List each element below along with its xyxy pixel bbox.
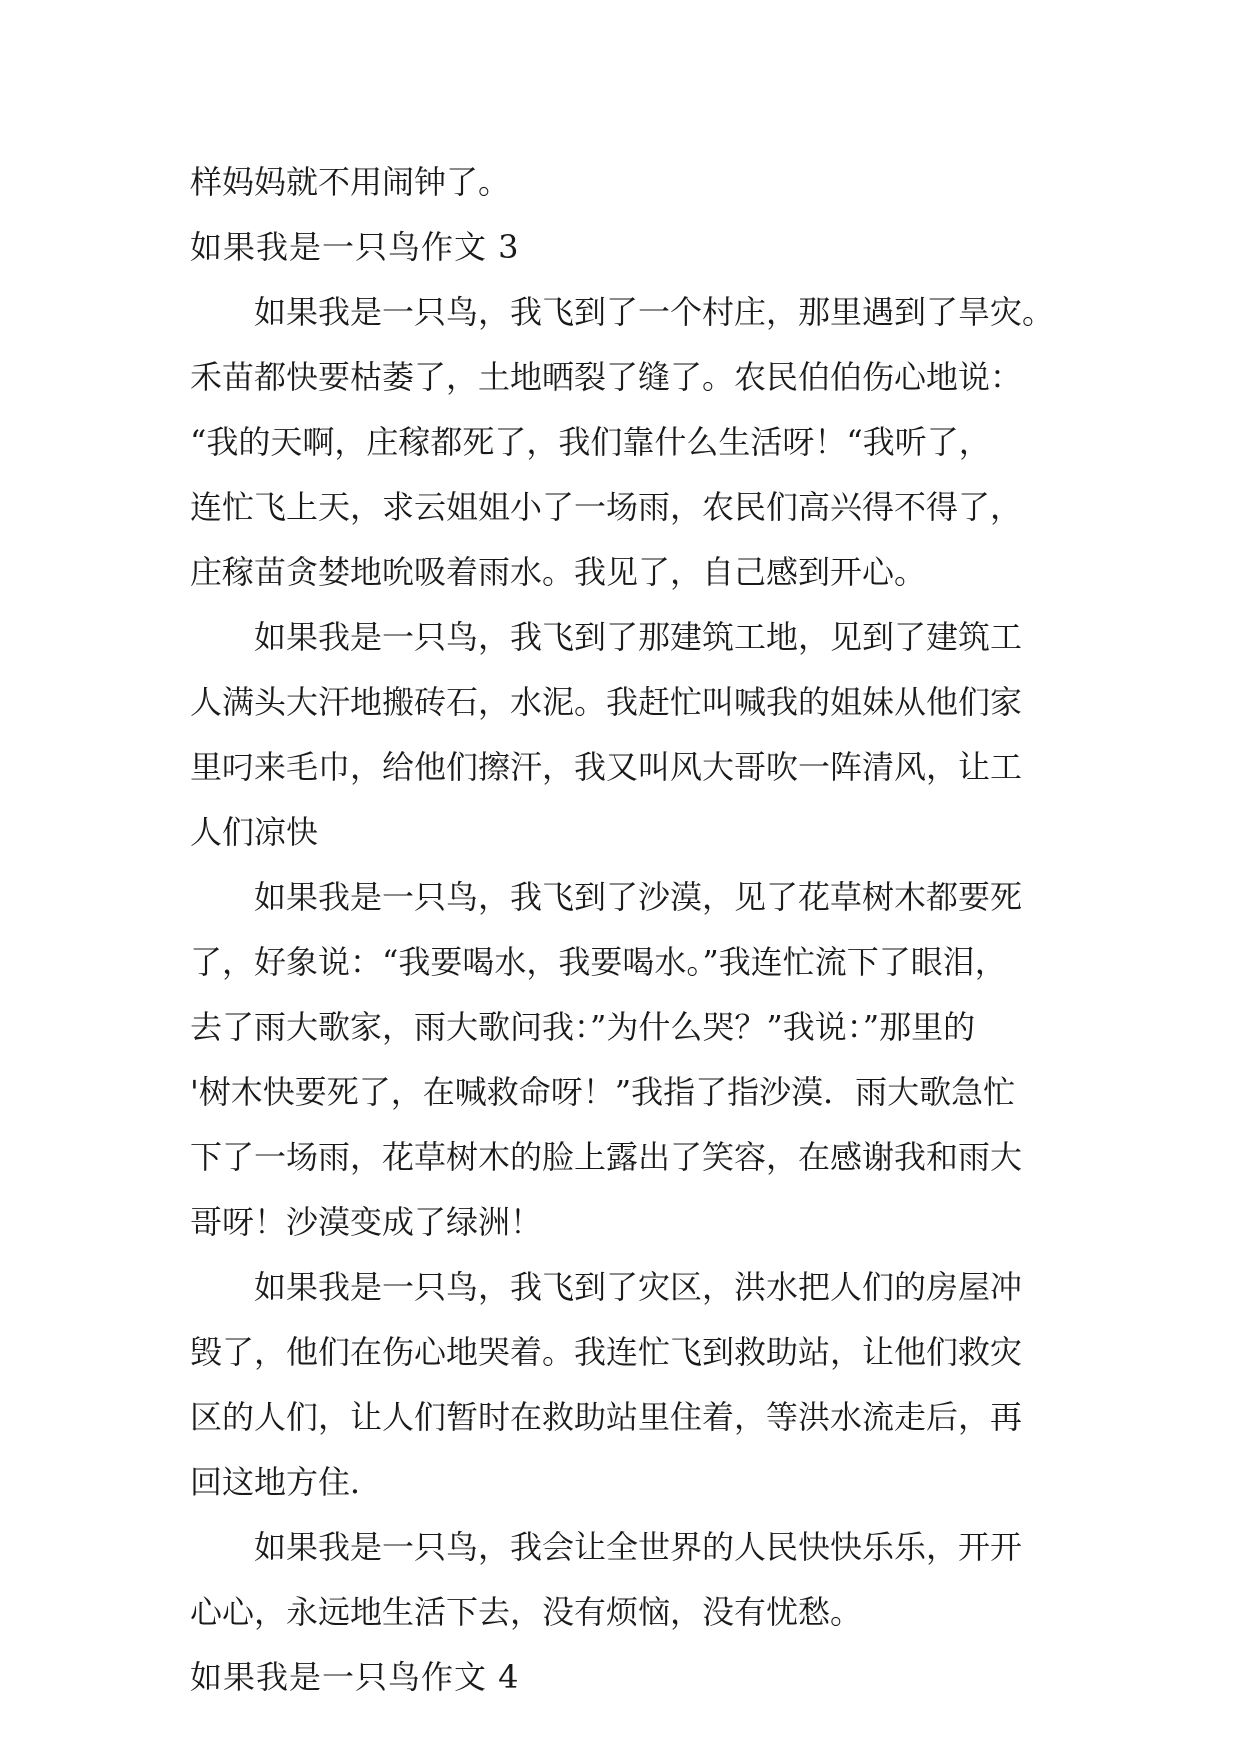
paragraph-line: '树木快要死了，在喊救命呀！”我指了指沙漠．雨大歌急忙 (190, 1073, 1016, 1111)
paragraph-line: 了，好象说：“我要喝水，我要喝水。”我连忙流下了眼泪， (190, 943, 1007, 981)
paragraph-line: 去了雨大歌家，雨大歌问我：”为什么哭？”我说：”那里的 (190, 1008, 976, 1046)
paragraph-construction-site (190, 605, 1060, 865)
paragraph-line: 人们凉快 (190, 813, 319, 851)
paragraph-world (190, 1515, 1060, 1645)
paragraph-line: 庄稼苗贪婪地吮吸着雨水。我见了，自己感到开心。 (190, 553, 927, 591)
paragraph-line: 毁了，他们在伤心地哭着。我连忙飞到救助站，让他们救灾 (190, 1333, 1023, 1371)
paragraph-desert (190, 865, 1060, 1255)
carry-over-line: 样妈妈就不用闹钟了。 (190, 163, 511, 201)
paragraph-line: 如果我是一只鸟，我飞到了灾区，洪水把人们的房屋冲 (254, 1268, 1023, 1306)
document-page (190, 150, 1060, 1710)
paragraph-line: 如果我是一只鸟，我飞到了沙漠，见了花草树木都要死 (254, 878, 1023, 916)
paragraph-line: 如果我是一只鸟，我飞到了那建筑工地，见到了建筑工 (254, 618, 1023, 656)
paragraph-line: 下了一场雨，花草树木的脸上露出了笑容，在感谢我和雨大 (190, 1138, 1023, 1176)
essay-heading-3: 如果我是一只鸟作文 3 (190, 228, 520, 266)
paragraph-line: 连忙飞上天，求云姐姐小了一场雨，农民们高兴得不得了， (190, 488, 1023, 526)
paragraph-disaster-area (190, 1255, 1060, 1515)
paragraph-line: 回这地方住． (190, 1463, 383, 1501)
paragraph-line: 如果我是一只鸟，我会让全世界的人民快快乐乐，开开 (254, 1528, 1023, 1566)
essay-heading-4: 如果我是一只鸟作文 4 (190, 1658, 520, 1696)
paragraph-line: 区的人们，让人们暂时在救助站里住着，等洪水流走后，再 (190, 1398, 1023, 1436)
paragraph-line: “我的天啊，庄稼都死了，我们靠什么生活呀！“我听了， (190, 423, 991, 461)
paragraph-village (190, 280, 1060, 605)
paragraph-line: 心心，永远地生活下去，没有烦恼，没有忧愁。 (190, 1593, 863, 1631)
paragraph-line: 里叼来毛巾，给他们擦汗，我又叫风大哥吹一阵清风，让工 (190, 748, 1023, 786)
paragraph-line: 人满头大汗地搬砖石，水泥。我赶忙叫喊我的姐妹从他们家 (190, 683, 1023, 721)
paragraph-line: 哥呀！沙漠变成了绿洲！ (190, 1203, 543, 1241)
paragraph-line: 禾苗都快要枯萎了，土地晒裂了缝了。农民伯伯伤心地说： (190, 358, 1023, 396)
paragraph-line: 如果我是一只鸟，我飞到了一个村庄，那里遇到了旱灾。 (254, 293, 1055, 331)
